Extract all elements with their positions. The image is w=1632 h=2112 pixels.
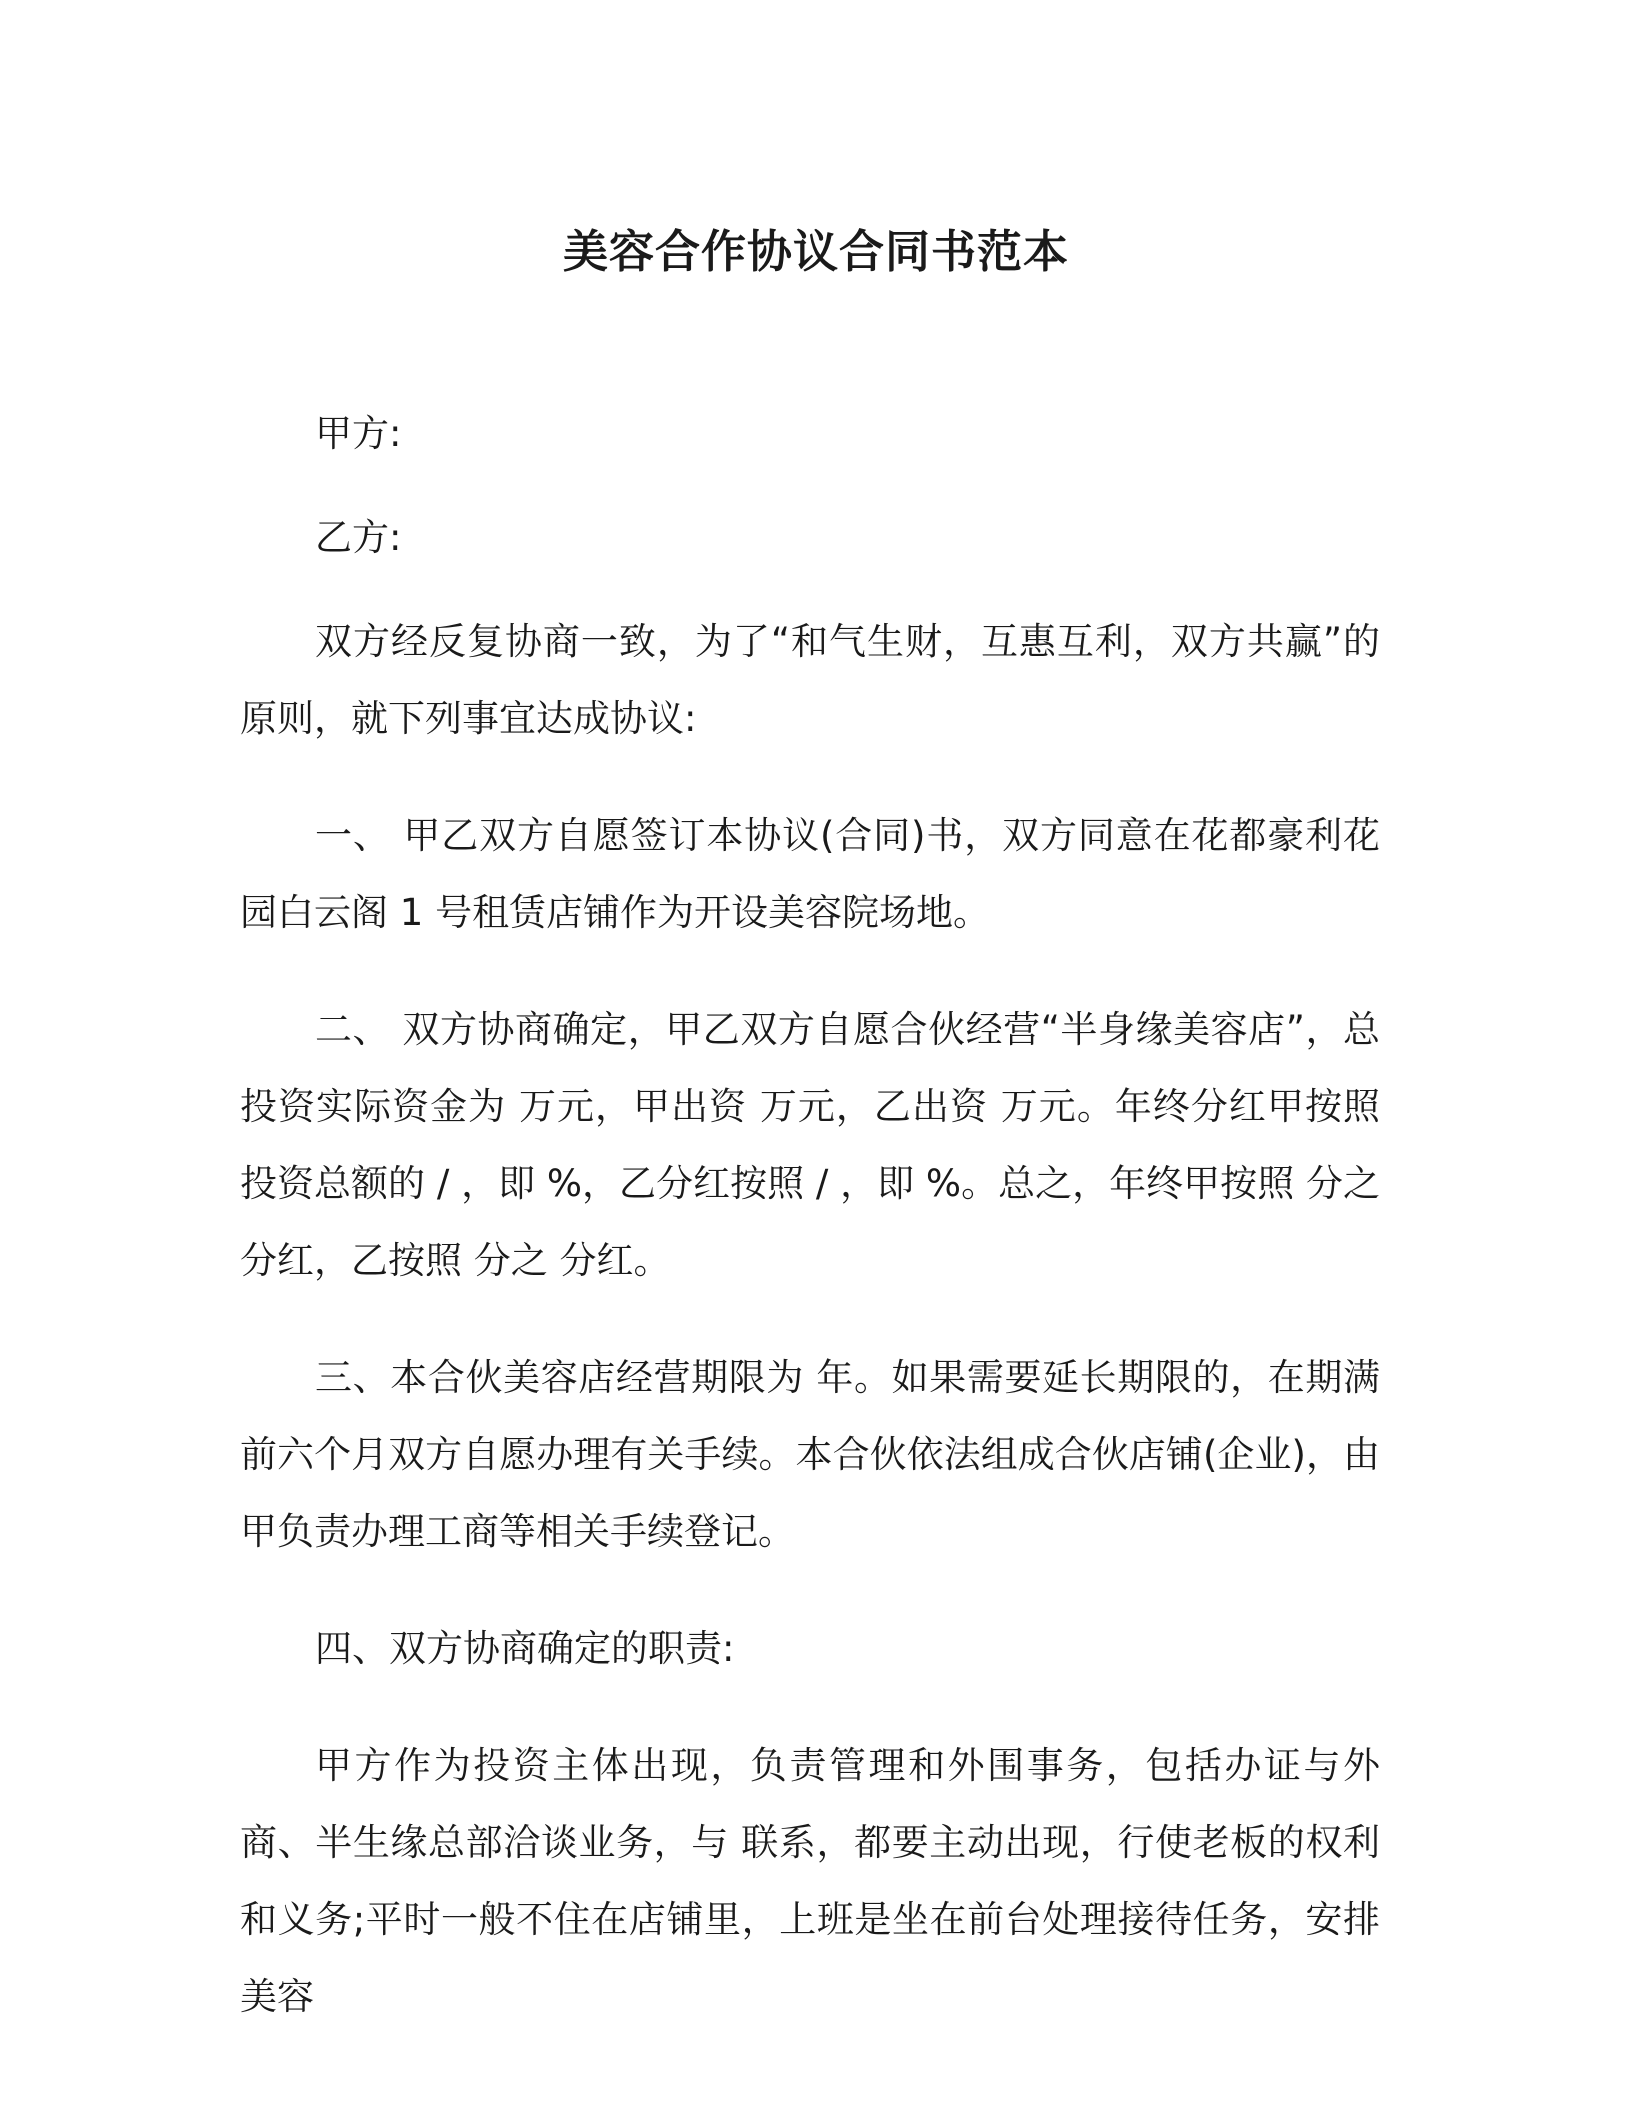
paragraph-preamble: 双方经反复协商一致，为了“和气生财，互惠互利，双方共赢”的原则，就下列事宜达成协议: bbox=[240, 620, 1380, 740]
document-body bbox=[240, 395, 1380, 2075]
paragraph-clause-3: 三、本合伙美容店经营期限为 年。如果需要延长期限的，在期满前六个月双方自愿办理有关手续。本合伙依法组成合伙店铺(企业)，由甲负责办理工商等相关手续登记。 bbox=[240, 1356, 1380, 1553]
document-title: 美容合作协议合同书范本 bbox=[562, 225, 1069, 278]
party-b-label: 乙方: bbox=[315, 516, 402, 559]
paragraph-clause-2: 二、 双方协商确定，甲乙双方自愿合伙经营“半身缘美容店”，总投资实际资金为 万元，甲出资 万元，乙出资 万元。年终分红甲按照投资总额的 / ，即 %，乙分红按照 / ，即 %。总之，年终甲按照 分之分红，乙按照 分之 分红。 bbox=[240, 1008, 1380, 1282]
paragraph-clause-4: 四、双方协商确定的职责: bbox=[315, 1627, 735, 1670]
party-a-label: 甲方: bbox=[315, 412, 402, 455]
paragraph-clause-1: 一、 甲乙双方自愿签订本协议(合同)书，双方同意在花都豪利花园白云阁 1 号租赁店铺作为开设美容院场地。 bbox=[240, 814, 1380, 934]
paragraph-party-a-duties: 甲方作为投资主体出现，负责管理和外围事务，包括办证与外商、半生缘总部洽谈业务，与 联系，都要主动出现，行使老板的权利和义务;平时一般不住在店铺里，上班是坐在前台处理接待任务，安排美容 bbox=[240, 1744, 1380, 2018]
